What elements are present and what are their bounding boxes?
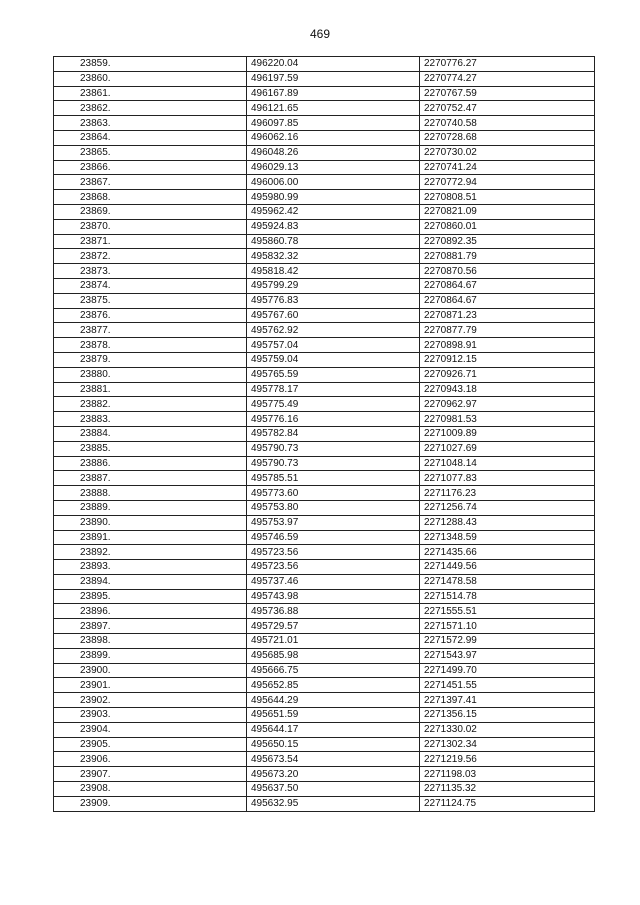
table-row [54,249,595,264]
table-row [54,145,595,160]
point-number-cell: 23863. [54,116,247,131]
table-row [54,737,595,752]
point-number-cell: 23885. [54,441,247,456]
table-row [54,412,595,427]
x-coordinate-cell: 495753.97 [247,515,420,530]
point-number-cell: 23860. [54,71,247,86]
y-coordinate-cell: 2270898.91 [420,338,595,353]
table-row [54,86,595,101]
point-number-cell: 23891. [54,530,247,545]
point-number-cell: 23895. [54,589,247,604]
y-coordinate-cell: 2271330.02 [420,722,595,737]
point-number-cell: 23883. [54,412,247,427]
point-number-cell: 23896. [54,604,247,619]
x-coordinate-cell: 495737.46 [247,574,420,589]
coordinates-table-body [54,57,595,812]
y-coordinate-cell: 2270877.79 [420,323,595,338]
point-number-cell: 23909. [54,796,247,811]
y-coordinate-cell: 2270740.58 [420,116,595,131]
point-number-cell: 23898. [54,634,247,649]
point-number-cell: 23902. [54,693,247,708]
y-coordinate-cell: 2270808.51 [420,190,595,205]
y-coordinate-cell: 2270962.97 [420,397,595,412]
point-number-cell: 23899. [54,648,247,663]
table-row [54,456,595,471]
x-coordinate-cell: 495778.17 [247,382,420,397]
y-coordinate-cell: 2271571.10 [420,619,595,634]
table-row [54,500,595,515]
x-coordinate-cell: 495818.42 [247,264,420,279]
point-number-cell: 23865. [54,145,247,160]
x-coordinate-cell: 496121.65 [247,101,420,116]
x-coordinate-cell: 495673.54 [247,752,420,767]
point-number-cell: 23907. [54,767,247,782]
point-number-cell: 23889. [54,500,247,515]
point-number-cell: 23903. [54,708,247,723]
point-number-cell: 23893. [54,560,247,575]
y-coordinate-cell: 2271514.78 [420,589,595,604]
y-coordinate-cell: 2271555.51 [420,604,595,619]
y-coordinate-cell: 2271219.56 [420,752,595,767]
x-coordinate-cell: 495776.83 [247,293,420,308]
y-coordinate-cell: 2270752.47 [420,101,595,116]
y-coordinate-cell: 2271198.03 [420,767,595,782]
table-row [54,515,595,530]
point-number-cell: 23888. [54,486,247,501]
table-row [54,71,595,86]
y-coordinate-cell: 2270981.53 [420,412,595,427]
table-row [54,722,595,737]
y-coordinate-cell: 2270870.56 [420,264,595,279]
table-row [54,219,595,234]
point-number-cell: 23861. [54,86,247,101]
x-coordinate-cell: 495743.98 [247,589,420,604]
x-coordinate-cell: 495775.49 [247,397,420,412]
x-coordinate-cell: 495746.59 [247,530,420,545]
point-number-cell: 23880. [54,367,247,382]
y-coordinate-cell: 2271348.59 [420,530,595,545]
point-number-cell: 23908. [54,782,247,797]
table-row [54,589,595,604]
y-coordinate-cell: 2270881.79 [420,249,595,264]
x-coordinate-cell: 495782.84 [247,426,420,441]
table-row [54,648,595,663]
y-coordinate-cell: 2270821.09 [420,204,595,219]
table-row [54,160,595,175]
coordinates-table [53,56,595,812]
table-row [54,663,595,678]
y-coordinate-cell: 2270871.23 [420,308,595,323]
point-number-cell: 23859. [54,57,247,72]
table-row [54,367,595,382]
point-number-cell: 23905. [54,737,247,752]
point-number-cell: 23897. [54,619,247,634]
x-coordinate-cell: 495799.29 [247,278,420,293]
x-coordinate-cell: 496006.00 [247,175,420,190]
point-number-cell: 23881. [54,382,247,397]
y-coordinate-cell: 2271288.43 [420,515,595,530]
y-coordinate-cell: 2270912.15 [420,352,595,367]
x-coordinate-cell: 496167.89 [247,86,420,101]
table-row [54,560,595,575]
y-coordinate-cell: 2271256.74 [420,500,595,515]
point-number-cell: 23866. [54,160,247,175]
x-coordinate-cell: 495652.85 [247,678,420,693]
y-coordinate-cell: 2271077.83 [420,471,595,486]
point-number-cell: 23904. [54,722,247,737]
y-coordinate-cell: 2271499.70 [420,663,595,678]
y-coordinate-cell: 2271048.14 [420,456,595,471]
table-row [54,130,595,145]
x-coordinate-cell: 496220.04 [247,57,420,72]
point-number-cell: 23876. [54,308,247,323]
table-row [54,426,595,441]
table-row [54,486,595,501]
table-row [54,545,595,560]
table-row [54,234,595,249]
x-coordinate-cell: 495762.92 [247,323,420,338]
point-number-cell: 23887. [54,471,247,486]
x-coordinate-cell: 495729.57 [247,619,420,634]
table-row [54,678,595,693]
x-coordinate-cell: 495721.01 [247,634,420,649]
table-row [54,190,595,205]
point-number-cell: 23869. [54,204,247,219]
table-row [54,752,595,767]
point-number-cell: 23890. [54,515,247,530]
point-number-cell: 23864. [54,130,247,145]
point-number-cell: 23878. [54,338,247,353]
point-number-cell: 23877. [54,323,247,338]
x-coordinate-cell: 495644.17 [247,722,420,737]
y-coordinate-cell: 2270741.24 [420,160,595,175]
x-coordinate-cell: 496197.59 [247,71,420,86]
y-coordinate-cell: 2270864.67 [420,293,595,308]
x-coordinate-cell: 495790.73 [247,441,420,456]
table-row [54,397,595,412]
table-row [54,278,595,293]
x-coordinate-cell: 495650.15 [247,737,420,752]
table-row [54,101,595,116]
table-row [54,693,595,708]
table-row [54,338,595,353]
table-row [54,352,595,367]
point-number-cell: 23882. [54,397,247,412]
point-number-cell: 23892. [54,545,247,560]
table-row [54,382,595,397]
point-number-cell: 23867. [54,175,247,190]
x-coordinate-cell: 496048.26 [247,145,420,160]
table-row [54,796,595,811]
table-row [54,634,595,649]
y-coordinate-cell: 2271543.97 [420,648,595,663]
point-number-cell: 23870. [54,219,247,234]
y-coordinate-cell: 2271435.66 [420,545,595,560]
table-row [54,604,595,619]
table-row [54,767,595,782]
x-coordinate-cell: 495673.20 [247,767,420,782]
point-number-cell: 23900. [54,663,247,678]
table-row [54,264,595,279]
x-coordinate-cell: 495651.59 [247,708,420,723]
y-coordinate-cell: 2270767.59 [420,86,595,101]
y-coordinate-cell: 2271397.41 [420,693,595,708]
x-coordinate-cell: 495785.51 [247,471,420,486]
table-row [54,471,595,486]
table-row [54,116,595,131]
y-coordinate-cell: 2271572.99 [420,634,595,649]
point-number-cell: 23874. [54,278,247,293]
x-coordinate-cell: 495759.04 [247,352,420,367]
y-coordinate-cell: 2271176.23 [420,486,595,501]
y-coordinate-cell: 2270774.27 [420,71,595,86]
y-coordinate-cell: 2270864.67 [420,278,595,293]
y-coordinate-cell: 2270730.02 [420,145,595,160]
x-coordinate-cell: 495757.04 [247,338,420,353]
point-number-cell: 23884. [54,426,247,441]
point-number-cell: 23868. [54,190,247,205]
x-coordinate-cell: 495832.32 [247,249,420,264]
x-coordinate-cell: 495632.95 [247,796,420,811]
point-number-cell: 23872. [54,249,247,264]
y-coordinate-cell: 2270892.35 [420,234,595,249]
x-coordinate-cell: 495644.29 [247,693,420,708]
table-row [54,441,595,456]
y-coordinate-cell: 2270926.71 [420,367,595,382]
x-coordinate-cell: 495637.50 [247,782,420,797]
table-row [54,293,595,308]
point-number-cell: 23894. [54,574,247,589]
x-coordinate-cell: 495980.99 [247,190,420,205]
y-coordinate-cell: 2270772.94 [420,175,595,190]
page-number: 469 [309,27,331,41]
x-coordinate-cell: 495666.75 [247,663,420,678]
table-row [54,574,595,589]
x-coordinate-cell: 496062.16 [247,130,420,145]
table-row [54,708,595,723]
point-number-cell: 23873. [54,264,247,279]
y-coordinate-cell: 2271449.56 [420,560,595,575]
table-row [54,782,595,797]
y-coordinate-cell: 2271027.69 [420,441,595,456]
y-coordinate-cell: 2271302.34 [420,737,595,752]
table-row [54,57,595,72]
x-coordinate-cell: 495767.60 [247,308,420,323]
x-coordinate-cell: 495736.88 [247,604,420,619]
y-coordinate-cell: 2271356.15 [420,708,595,723]
point-number-cell: 23886. [54,456,247,471]
y-coordinate-cell: 2271009.89 [420,426,595,441]
x-coordinate-cell: 495723.56 [247,560,420,575]
table-row [54,619,595,634]
y-coordinate-cell: 2270860.01 [420,219,595,234]
x-coordinate-cell: 495685.98 [247,648,420,663]
point-number-cell: 23875. [54,293,247,308]
x-coordinate-cell: 495753.80 [247,500,420,515]
y-coordinate-cell: 2271478.58 [420,574,595,589]
point-number-cell: 23901. [54,678,247,693]
table-row [54,175,595,190]
point-number-cell: 23906. [54,752,247,767]
x-coordinate-cell: 495765.59 [247,367,420,382]
y-coordinate-cell: 2271451.55 [420,678,595,693]
point-number-cell: 23879. [54,352,247,367]
y-coordinate-cell: 2271135.32 [420,782,595,797]
x-coordinate-cell: 496097.85 [247,116,420,131]
table-row [54,530,595,545]
table-row [54,204,595,219]
y-coordinate-cell: 2270776.27 [420,57,595,72]
x-coordinate-cell: 495924.83 [247,219,420,234]
x-coordinate-cell: 495962.42 [247,204,420,219]
x-coordinate-cell: 495776.16 [247,412,420,427]
x-coordinate-cell: 495773.60 [247,486,420,501]
x-coordinate-cell: 495723.56 [247,545,420,560]
table-row [54,323,595,338]
table-row [54,308,595,323]
y-coordinate-cell: 2270943.18 [420,382,595,397]
y-coordinate-cell: 2270728.68 [420,130,595,145]
x-coordinate-cell: 495790.73 [247,456,420,471]
point-number-cell: 23871. [54,234,247,249]
y-coordinate-cell: 2271124.75 [420,796,595,811]
point-number-cell: 23862. [54,101,247,116]
x-coordinate-cell: 495860.78 [247,234,420,249]
x-coordinate-cell: 496029.13 [247,160,420,175]
